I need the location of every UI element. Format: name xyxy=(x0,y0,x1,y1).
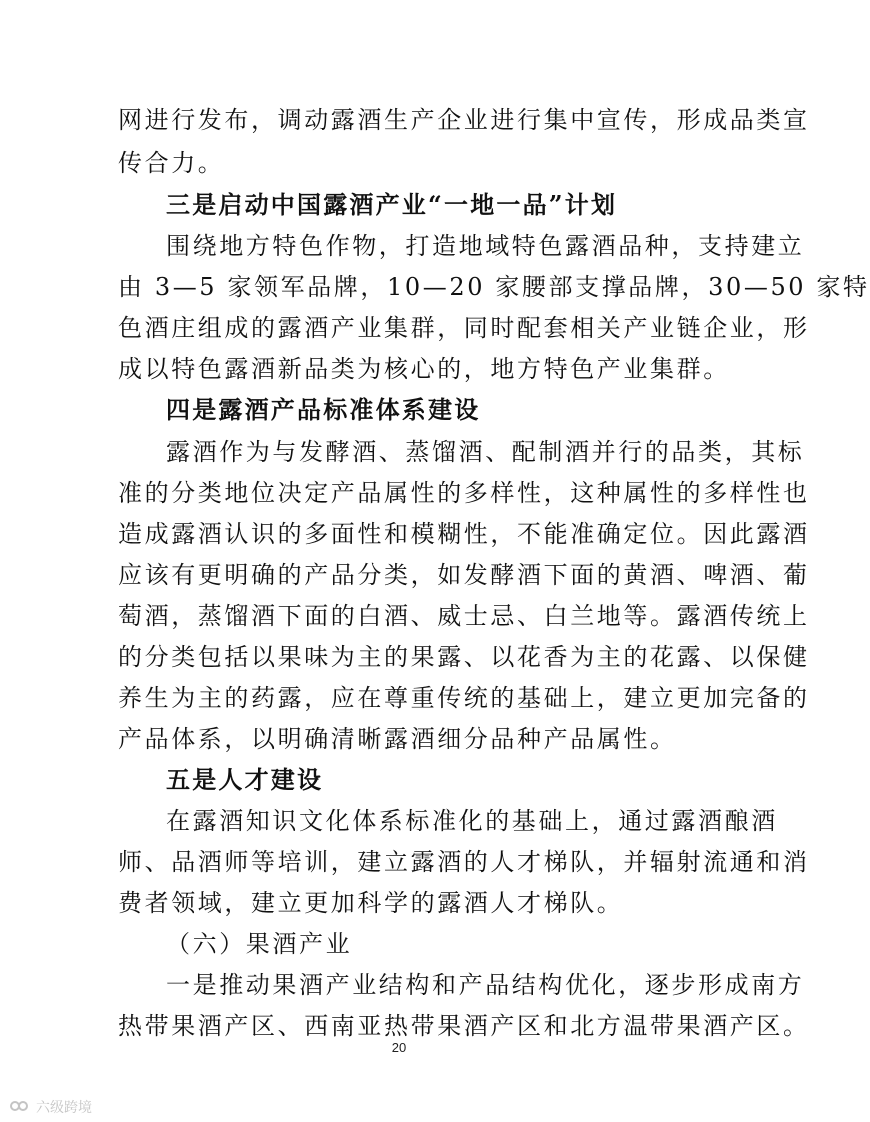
page-number: 20 xyxy=(391,1040,407,1055)
paragraph-line: 准的分类地位决定产品属性的多样性，这种属性的多样性也 xyxy=(118,479,810,507)
paragraph-line: 产品体系，以明确清晰露酒细分品种产品属性。 xyxy=(118,725,677,753)
paragraph-line: 在露酒知识文化体系标准化的基础上，通过露酒酿酒 xyxy=(166,807,778,835)
section-heading: 四是露酒产品标准体系建设 xyxy=(166,395,481,424)
paragraph-line: 热带果酒产区、西南亚热带果酒产区和北方温带果酒产区。 xyxy=(118,1012,810,1040)
paragraph-line: 的分类包括以果味为主的果露、以花香为主的花露、以保健 xyxy=(118,643,810,671)
section-heading: 三是启动中国露酒产业“一地一品”计划 xyxy=(166,190,618,219)
section-heading: 五是人才建设 xyxy=(166,765,324,794)
paragraph-line: 师、品酒师等培训，建立露酒的人才梯队，并辐射流通和消 xyxy=(118,848,810,876)
paragraph-line: 应该有更明确的产品分类，如发酵酒下面的黄酒、啤酒、葡 xyxy=(118,561,810,589)
paragraph-line: 露酒作为与发酵酒、蒸馏酒、配制酒并行的品类，其标 xyxy=(166,438,805,466)
paragraph-line: 费者领域，建立更加科学的露酒人才梯队。 xyxy=(118,889,624,917)
paragraph-line: 围绕地方特色作物，打造地域特色露酒品种，支持建立 xyxy=(166,232,805,260)
watermark-logo-icon xyxy=(10,1100,32,1114)
watermark-text: 六级跨境 xyxy=(36,1100,92,1116)
subsection-heading: （六）果酒产业 xyxy=(166,930,353,958)
paragraph-line: 萄酒，蒸馏酒下面的白酒、威士忌、白兰地等。露酒传统上 xyxy=(118,602,810,630)
paragraph-line: 成以特色露酒新品类为核心的，地方特色产业集群。 xyxy=(118,355,730,383)
paragraph-line: 一是推动果酒产业结构和产品结构优化，逐步形成南方 xyxy=(166,971,805,999)
paragraph-line: 网进行发布，调动露酒生产企业进行集中宣传，形成品类宣 xyxy=(118,106,810,134)
paragraph-line: 养生为主的药露，应在尊重传统的基础上，建立更加完备的 xyxy=(118,684,810,712)
watermark xyxy=(10,1097,92,1117)
paragraph-line: 色酒庄组成的露酒产业集群，同时配套相关产业链企业，形 xyxy=(118,314,810,342)
paragraph-line: 由 3—5 家领军品牌，10—20 家腰部支撑品牌，30—50 家特 xyxy=(118,273,870,301)
paragraph-line: 传合力。 xyxy=(118,149,225,177)
paragraph-line: 造成露酒认识的多面性和模糊性，不能准确定位。因此露酒 xyxy=(118,520,810,548)
